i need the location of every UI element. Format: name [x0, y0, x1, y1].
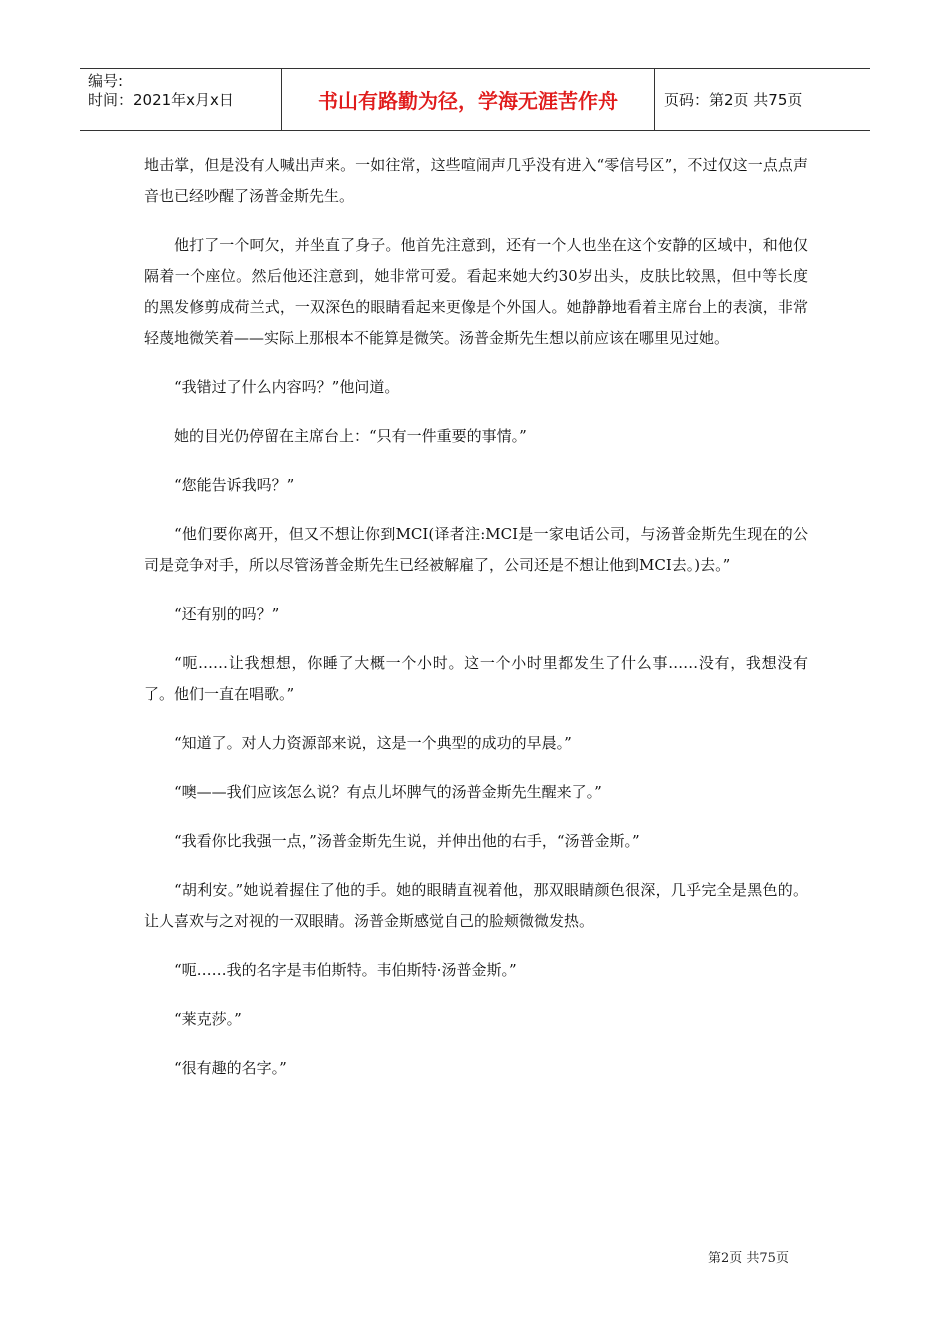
paragraph: “噢——我们应该怎么说？有点儿坏脾气的汤普金斯先生醒来了。” — [174, 783, 602, 801]
paragraph: 她的目光仍停留在主席台上：“只有一件重要的事情。” — [174, 427, 527, 445]
paragraph: “我看你比我强一点，”汤普金斯先生说，并伸出他的右手，“汤普金斯。” — [174, 832, 640, 850]
page-header — [80, 68, 870, 131]
paragraph: “我错过了什么内容吗？”他问道。 — [174, 378, 400, 396]
paragraph: “莱克莎。” — [174, 1010, 242, 1028]
header-page-number: 页码：第2页 共75页 — [664, 91, 803, 109]
paragraph: “呃……我的名字是韦伯斯特。韦伯斯特·汤普金斯。” — [174, 961, 517, 979]
document-body — [144, 150, 808, 1102]
paragraph: “他们要你离开，但又不想让你到MCI(译者注:MCI是一家电话公司，与汤普金斯先生现在的公司是竞争对手，所以尽管汤普金斯先生已经被解雇了，公司还是不想让他到MCI去。)去。” — [144, 525, 808, 574]
paragraph: “很有趣的名字。” — [174, 1059, 287, 1077]
document-number-label: 编号: — [88, 72, 124, 90]
paragraph: 地击掌，但是没有人喊出声来。一如往常，这些喧闹声几乎没有进入“零信号区”，不过仅这一点点声音也已经吵醒了汤普金斯先生。 — [144, 156, 808, 205]
paragraph: “知道了。对人力资源部来说，这是一个典型的成功的早晨。” — [174, 734, 572, 752]
paragraph: “您能告诉我吗？” — [174, 476, 295, 494]
header-meta-cell — [80, 69, 282, 130]
paragraph: “还有别的吗？” — [174, 605, 280, 623]
page-footer: 第2页 共75页 — [708, 1251, 789, 1266]
paragraph: 他打了一个呵欠，并坐直了身子。他首先注意到，还有一个人也坐在这个安静的区域中，和他仅隔着一个座位。然后他还注意到，她非常可爱。看起来她大约30岁出头，皮肤比较黑，但中等长度的黑发修剪成荷兰式，一双深色的眼睛看起来更像是个外国人。她静静地看着主席台上的表演，非常轻蔑地微笑着——实际上那根本不能算是微笑。汤普金斯先生想以前应该在哪里见过她。 — [144, 236, 808, 347]
paragraph: “呃……让我想想，你睡了大概一个小时。这一个小时里都发生了什么事……没有，我想没有了。他们一直在唱歌。” — [144, 654, 808, 703]
document-date: 时间：2021年x月x日 — [88, 91, 234, 109]
header-motto: 书山有路勤为径，学海无涯苦作舟 — [282, 69, 655, 130]
paragraph: “胡利安。”她说着握住了他的手。她的眼睛直视着他，那双眼睛颜色很深，几乎完全是黑色的。让人喜欢与之对视的一双眼睛。汤普金斯感觉自己的脸颊微微发热。 — [144, 881, 808, 930]
